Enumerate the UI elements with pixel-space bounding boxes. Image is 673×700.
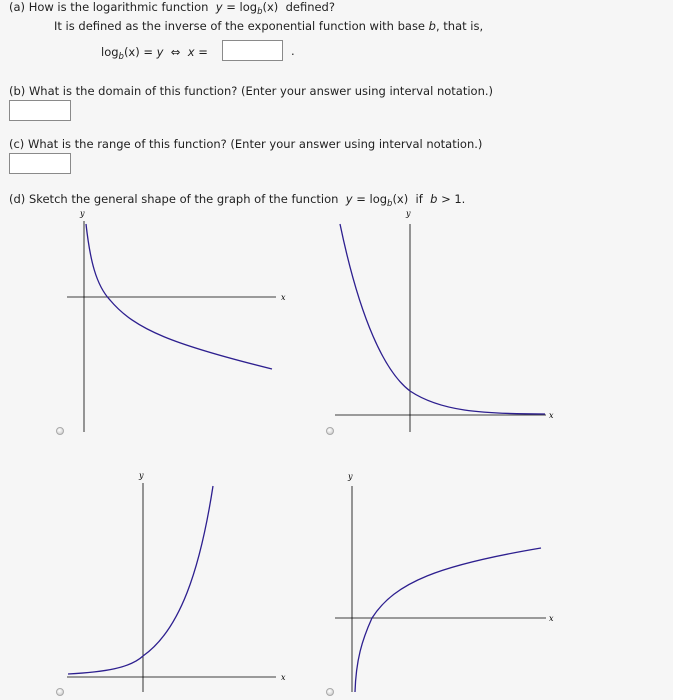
graph-curve bbox=[68, 486, 213, 674]
part-a-period: . bbox=[291, 44, 295, 58]
graph-curve bbox=[86, 224, 272, 369]
graph-option-4[interactable] bbox=[335, 472, 554, 692]
graph-option-3[interactable] bbox=[67, 471, 286, 692]
graph-option-2-radio[interactable] bbox=[326, 427, 334, 435]
x-axis-label: x bbox=[281, 293, 286, 302]
graph-curve bbox=[355, 548, 541, 692]
part-c-question: (c) What is the range of this function? (Enter your answer using interval notation.) bbox=[9, 137, 483, 151]
y-axis-label: y bbox=[406, 209, 411, 218]
iff-symbol: ⇔ bbox=[170, 45, 181, 59]
y-axis-label: y bbox=[348, 472, 353, 481]
x-axis-label: x bbox=[549, 411, 554, 420]
part-b-question: (b) What is the domain of this function? (Enter your answer using interval notation.) bbox=[9, 84, 494, 98]
graph-curve bbox=[340, 224, 545, 414]
y-axis-label: y bbox=[80, 209, 85, 218]
graph-option-2[interactable] bbox=[335, 209, 554, 432]
x-axis-label: x bbox=[549, 614, 554, 623]
graph-option-3-radio[interactable] bbox=[56, 688, 64, 696]
graph-option-1[interactable] bbox=[67, 209, 286, 432]
x-axis-label: x bbox=[281, 673, 286, 682]
part-a-definition: It is defined as the inverse of the exponential function with base b, that is, bbox=[54, 19, 484, 33]
y-axis-label: y bbox=[139, 471, 144, 480]
part-d-question: (d) Sketch the general shape of the graph of the function $y = \log_b(x)$ if b > 1. bbox=[9, 192, 466, 209]
part-a-question: (a) How is the logarithmic function $y = \log_b(x)$ defined? bbox=[9, 0, 335, 17]
part-a-equation: $\log_b(x) = y$ ⇔ x = bbox=[101, 45, 208, 62]
graph-option-4-radio[interactable] bbox=[326, 688, 334, 696]
graph-option-1-radio[interactable] bbox=[56, 427, 64, 435]
